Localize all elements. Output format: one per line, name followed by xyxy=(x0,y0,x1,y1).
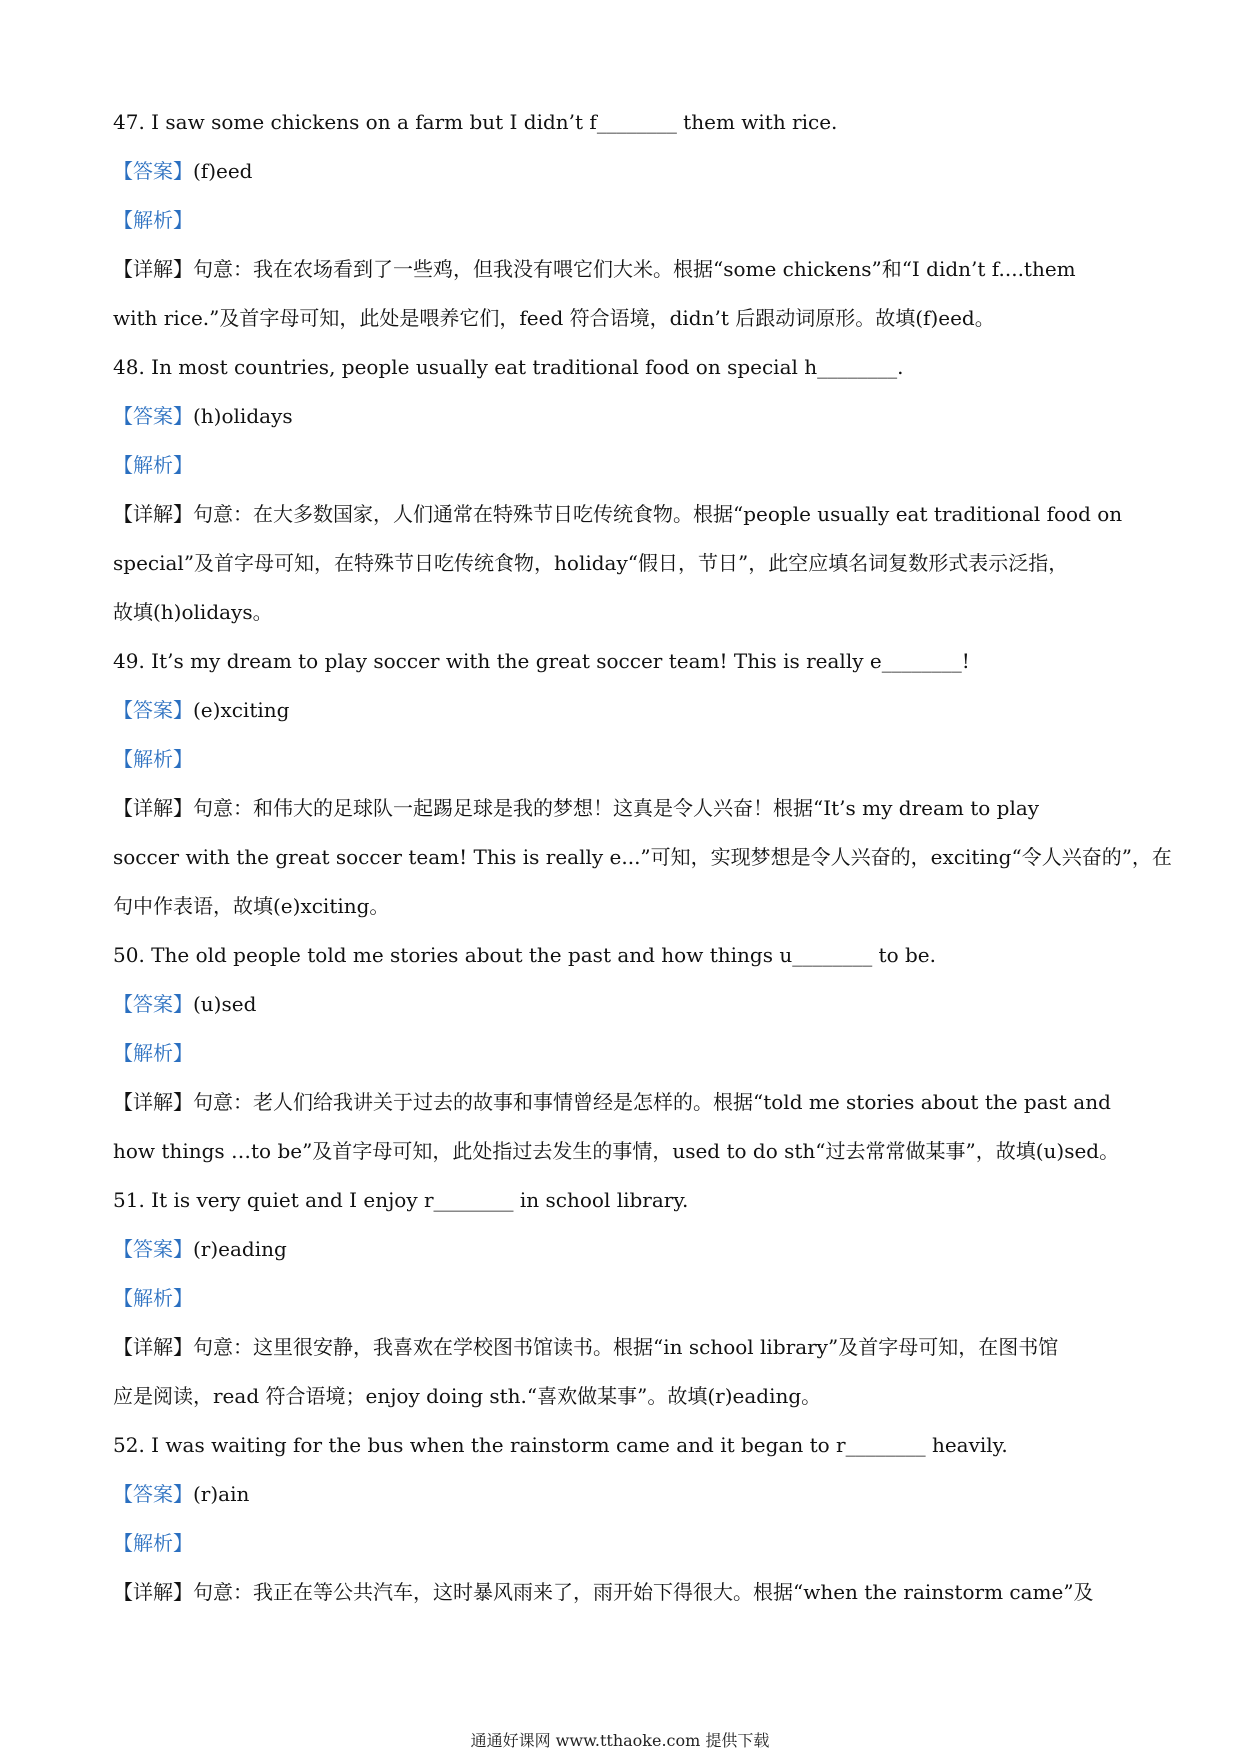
answer-label: 【答案】 xyxy=(113,698,193,722)
question-line xyxy=(113,1421,1133,1470)
question-line xyxy=(113,931,1133,980)
analysis-label: 【解析】 xyxy=(113,747,193,771)
detail-text: 【详解】句意：在大多数国家，人们通常在特殊节日吃传统食物。根据“people usually eat traditional food on xyxy=(113,502,1123,526)
answer-text: (h)olidays xyxy=(193,404,293,428)
detail-text: special”及首字母可知，在特殊节日吃传统食物，holiday“假日，节日”，此空应填名词复数形式表示泛指， xyxy=(113,551,1069,575)
detail-line xyxy=(113,294,1133,343)
analysis-label: 【解析】 xyxy=(113,1286,193,1310)
answer-label: 【答案】 xyxy=(113,404,193,428)
detail-line xyxy=(113,833,1172,882)
answer-text: (e)xciting xyxy=(193,698,290,722)
detail-line xyxy=(113,1323,1133,1372)
detail-line xyxy=(113,1568,1133,1617)
detail-text: 【详解】句意：和伟大的足球队一起踢足球是我的梦想！这真是令人兴奋！根据“It’s my dream to play xyxy=(113,796,1040,820)
question-text: 52. I was waiting for the bus when the rainstorm came and it began to r________ heavily. xyxy=(113,1433,1008,1457)
answer-label: 【答案】 xyxy=(113,1482,193,1506)
answer-label: 【答案】 xyxy=(113,992,193,1016)
detail-line xyxy=(113,784,1133,833)
question-text: 50. The old people told me stories about the past and how things u________ to be. xyxy=(113,943,936,967)
analysis-label: 【解析】 xyxy=(113,208,193,232)
detail-text: 应是阅读，read 符合语境；enjoy doing sth.“喜欢做某事”。故填(r)eading。 xyxy=(113,1384,822,1408)
detail-line xyxy=(113,588,1133,637)
question-line xyxy=(113,343,1133,392)
detail-line xyxy=(113,1078,1133,1127)
answer-text: (r)ain xyxy=(193,1482,250,1506)
question-text: 48. In most countries, people usually eat traditional food on special h________. xyxy=(113,355,904,379)
detail-text: 【详解】句意：我正在等公共汽车，这时暴风雨来了，雨开始下得很大。根据“when the rainstorm came”及 xyxy=(113,1580,1094,1604)
answer-line xyxy=(113,1225,1133,1274)
detail-text: 句中作表语，故填(e)xciting。 xyxy=(113,894,390,918)
detail-line xyxy=(113,245,1133,294)
analysis-label: 【解析】 xyxy=(113,1041,193,1065)
detail-line xyxy=(113,539,1133,588)
answer-label: 【答案】 xyxy=(113,1237,193,1261)
answer-line xyxy=(113,1470,1133,1519)
answer-text: (r)eading xyxy=(193,1237,287,1261)
detail-text: 【详解】句意：我在农场看到了一些鸡，但我没有喂它们大米。根据“some chickens”和“I didn’t f....them xyxy=(113,257,1076,281)
question-text: 47. I saw some chickens on a farm but I didn’t f________ them with rice. xyxy=(113,110,838,134)
detail-text: soccer with the great soccer team! This is really e...”可知，实现梦想是令人兴奋的，exciting“令人兴奋的”，在 xyxy=(113,845,1172,869)
detail-text: 【详解】句意：老人们给我讲关于过去的故事和事情曾经是怎样的。根据“told me stories about the past and xyxy=(113,1090,1111,1114)
answer-text: (f)eed xyxy=(193,159,253,183)
answer-text: (u)sed xyxy=(193,992,257,1016)
detail-text: 【详解】句意：这里很安静，我喜欢在学校图书馆读书。根据“in school library”及首字母可知，在图书馆 xyxy=(113,1335,1059,1359)
detail-line xyxy=(113,490,1133,539)
page-footer: 通通好课网 www.tthaoke.com 提供下载 xyxy=(470,1731,770,1750)
analysis-label-line xyxy=(113,196,1133,245)
question-line xyxy=(113,98,1133,147)
detail-text: 故填(h)olidays。 xyxy=(113,600,273,624)
analysis-label-line xyxy=(113,735,1133,784)
question-text: 51. It is very quiet and I enjoy r________ in school library. xyxy=(113,1188,689,1212)
detail-line xyxy=(113,1372,1133,1421)
detail-line xyxy=(113,1127,1133,1176)
document-body xyxy=(113,98,1172,1617)
answer-line xyxy=(113,147,1133,196)
answer-line xyxy=(113,980,1133,1029)
analysis-label: 【解析】 xyxy=(113,1531,193,1555)
question-line xyxy=(113,637,1133,686)
answer-line xyxy=(113,392,1133,441)
analysis-label-line xyxy=(113,1029,1133,1078)
analysis-label-line xyxy=(113,1519,1133,1568)
question-text: 49. It’s my dream to play soccer with the great soccer team! This is really e________! xyxy=(113,649,970,673)
detail-line xyxy=(113,882,1133,931)
analysis-label: 【解析】 xyxy=(113,453,193,477)
analysis-label-line xyxy=(113,441,1133,490)
answer-line xyxy=(113,686,1133,735)
analysis-label-line xyxy=(113,1274,1133,1323)
question-line xyxy=(113,1176,1133,1225)
answer-label: 【答案】 xyxy=(113,159,193,183)
detail-text: with rice.”及首字母可知，此处是喂养它们，feed 符合语境，didn’t 后跟动词原形。故填(f)eed。 xyxy=(113,306,995,330)
detail-text: how things …to be”及首字母可知，此处指过去发生的事情，used to do sth“过去常常做某事”，故填(u)sed。 xyxy=(113,1139,1120,1163)
